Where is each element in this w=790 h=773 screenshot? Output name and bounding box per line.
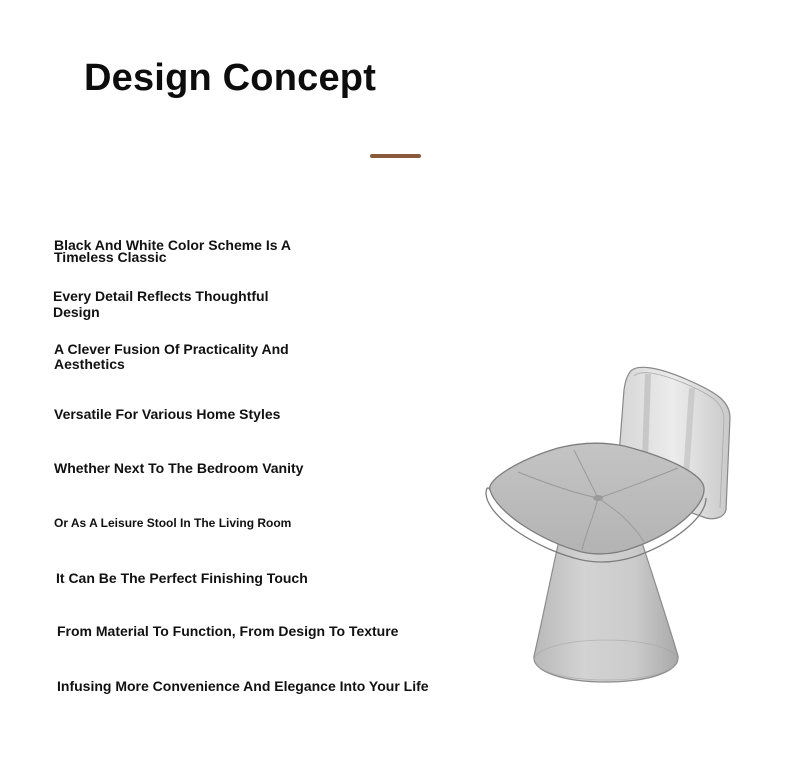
design-point-line: Design bbox=[53, 304, 100, 320]
design-point-line: Black And White Color Scheme Is A bbox=[54, 237, 292, 253]
pedestal-base bbox=[534, 536, 678, 682]
design-point bbox=[56, 571, 308, 586]
design-point bbox=[54, 239, 291, 263]
design-point bbox=[57, 679, 429, 694]
design-point bbox=[54, 407, 280, 422]
design-point-line: Every Detail Reflects Thoughtful bbox=[53, 288, 269, 304]
vanity-stool-illustration bbox=[478, 360, 738, 690]
design-point-line: It Can Be The Perfect Finishing Touch bbox=[56, 570, 308, 586]
design-point-line: A Clever Fusion Of Practicality And bbox=[54, 341, 289, 357]
design-point bbox=[53, 288, 268, 320]
design-point bbox=[54, 342, 289, 372]
design-point-line: Or As A Leisure Stool In The Living Room bbox=[54, 516, 292, 530]
design-point-line: Infusing More Convenience And Elegance Into Your Life bbox=[57, 678, 429, 694]
design-point bbox=[54, 516, 291, 531]
design-point-line: Versatile For Various Home Styles bbox=[54, 406, 281, 422]
design-point-line: Whether Next To The Bedroom Vanity bbox=[54, 460, 304, 476]
design-point-line: From Material To Function, From Design To Texture bbox=[57, 623, 399, 639]
design-point-line: Timeless Classic bbox=[54, 249, 167, 265]
design-point bbox=[54, 461, 303, 476]
design-point-line: Aesthetics bbox=[54, 356, 125, 372]
page-title: Design Concept bbox=[84, 57, 377, 99]
design-point bbox=[57, 624, 398, 639]
